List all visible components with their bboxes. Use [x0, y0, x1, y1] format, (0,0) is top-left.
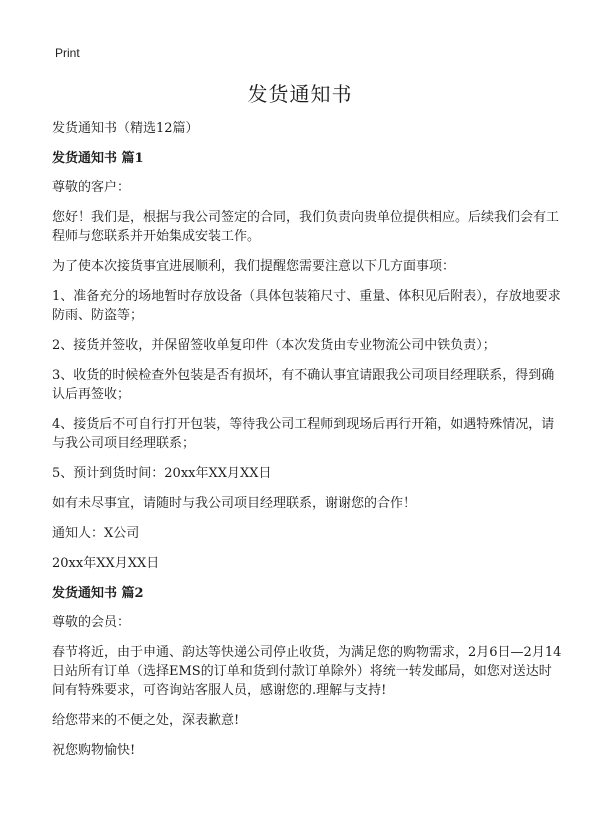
print-link[interactable]: Print [55, 46, 80, 60]
paragraph-wishes: 祝您购物愉快! [52, 743, 136, 758]
paragraph-spring-festival: 春节将近，由于申通、韵达等快递公司停止收货，为满足您的购物需求，2月6日—2月14日站所有订单（选择EMS的订单和货到付款订单除外）将统一转发邮局，如您对送达时间有特殊要求，可咨询站客服人员，感谢您的.理解与支持! [52, 645, 562, 698]
list-item-1: 1、准备充分的场地暂时存放设备（具体包装箱尺寸、重量、体积见后附表），存放地要求防雨、防盗等； [52, 289, 561, 323]
list-item-2: 2、接货并签收，并保留签收单复印件（本次发货由专业物流公司中铁负责）； [52, 338, 496, 353]
salutation-2: 尊敬的会员： [52, 615, 131, 630]
document-subtitle: 发货通知书（精选12篇） [52, 121, 199, 136]
list-item-4: 4、接货后不可自行打开包装，等待我公司工程师到现场后再行开箱，如遇特殊情况，请与我公司项目经理联系； [52, 417, 555, 451]
paragraph-apology: 给您带来的不便之处，深表歉意! [52, 713, 240, 728]
section-heading-2: 发货通知书 篇2 [52, 586, 144, 601]
document-body [52, 119, 562, 771]
salutation-1: 尊敬的客户： [52, 180, 131, 195]
notifier-line: 通知人：X公司 [52, 526, 140, 541]
list-item-3: 3、收货的时候检查外包装是否有损坏，有不确认事宜请跟我公司项目经理联系，得到确认后再签收； [52, 368, 555, 402]
list-item-5: 5、预计到货时间：20xx年XX月XX日 [52, 466, 272, 481]
paragraph-notice: 为了使本次接货事宜进展顺利，我们提醒您需要注意以下几方面事项： [52, 259, 456, 274]
date-line: 20xx年XX月XX日 [52, 556, 160, 571]
section-heading-1: 发货通知书 篇1 [52, 151, 144, 166]
paragraph-greeting: 您好！我们是，根据与我公司签定的合同，我们负责向贵单位提供相应。后续我们会有工程师与您联系并开始集成安装工作。 [52, 210, 560, 244]
paragraph-closing: 如有未尽事宜，请随时与我公司项目经理联系，谢谢您的合作！ [52, 496, 417, 511]
page-title: 发货通知书 [247, 82, 353, 106]
